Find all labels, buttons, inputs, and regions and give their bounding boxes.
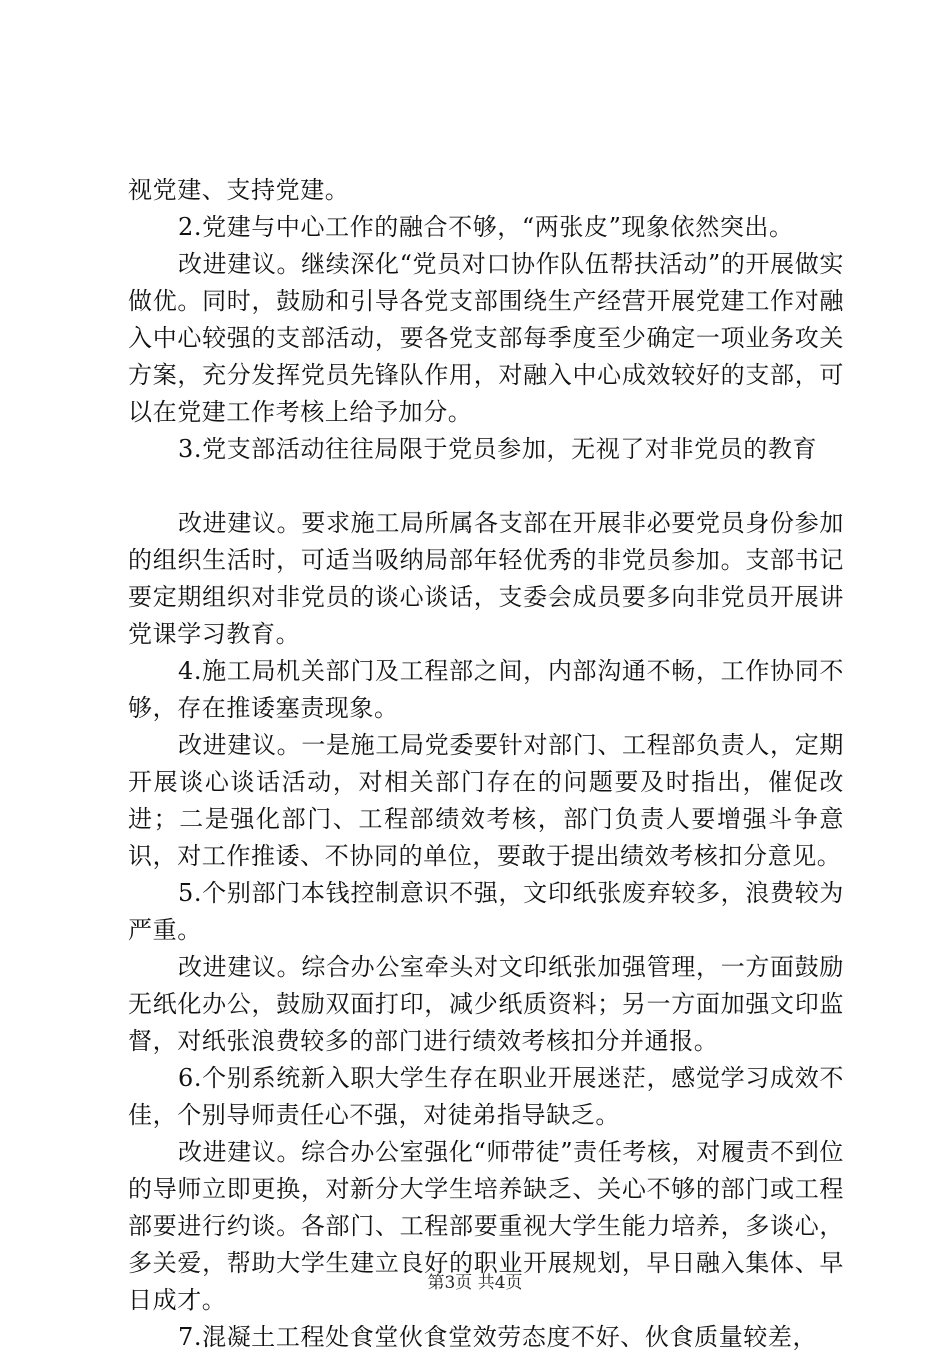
suggestion-4: 改进建议。一是施工局党委要针对部门、工程部负责人，定期开展谈心谈话活动，对相关部门存在的问题要及时指出，催促改进；二是强化部门、工程部绩效考核，部门负责人要增强斗争意识，对工作推诿、不协同的单位，要敢于提出绩效考核扣分意见。	[128, 731, 844, 870]
suggestion-5: 改进建议。综合办公室牵头对文印纸张加强管理，一方面鼓励无纸化办公，鼓励双面打印，减少纸质资料；另一方面加强文印监督，对纸张浪费较多的部门进行绩效考核扣分并通报。	[128, 953, 844, 1055]
issue-5: 5.个别部门本钱控制意识不强，文印纸张废弃较多，浪费较为严重。	[128, 879, 844, 944]
issue-4: 4.施工局机关部门及工程部之间，内部沟通不畅，工作协同不够，存在推诿塞责现象。	[128, 657, 844, 722]
issue-2: 2.党建与中心工作的融合不够，“两张皮”现象依然突出。	[178, 213, 794, 241]
document-body	[128, 172, 844, 1356]
issue-3: 3.党支部活动往往局限于党员参加，无视了对非党员的教育	[178, 435, 818, 463]
page-footer: 第3页 共4页	[427, 1273, 523, 1293]
suggestion-3: 改进建议。要求施工局所属各支部在开展非必要党员身份参加的组织生活时，可适当吸纳局部年轻优秀的非党员参加。支部书记要定期组织对非党员的谈心谈话，支委会成员要多向非党员开展讲党课学习教育。	[128, 509, 844, 648]
suggestion-2: 改进建议。继续深化“党员对口协作队伍帮扶活动”的开展做实做优。同时，鼓励和引导各党支部围绕生产经营开展党建工作对融入中心较强的支部活动，要各党支部每季度至少确定一项业务攻关方案，充分发挥党员先锋队作用，对融入中心成效较好的支部，可以在党建工作考核上给予加分。	[128, 250, 844, 426]
paragraph-gap	[128, 468, 844, 505]
suggestion-6: 改进建议。综合办公室强化“师带徒”责任考核，对履责不到位的导师立即更换，对新分大学生培养缺乏、关心不够的部门或工程部要进行约谈。各部门、工程部要重视大学生能力培养，多谈心，多关爱，帮助大学生建立良好的职业开展规划，早日融入集体、早日成才。	[128, 1138, 844, 1314]
issue-6: 6.个别系统新入职大学生存在职业开展迷茫，感觉学习成效不佳，个别导师责任心不强，对徒弟指导缺乏。	[128, 1064, 844, 1129]
issue-7: 7.混凝土工程处食堂伙食堂效劳态度不好、伙食质量较差，	[178, 1323, 818, 1351]
paragraph-continuation: 视党建、支持党建。	[128, 176, 350, 204]
